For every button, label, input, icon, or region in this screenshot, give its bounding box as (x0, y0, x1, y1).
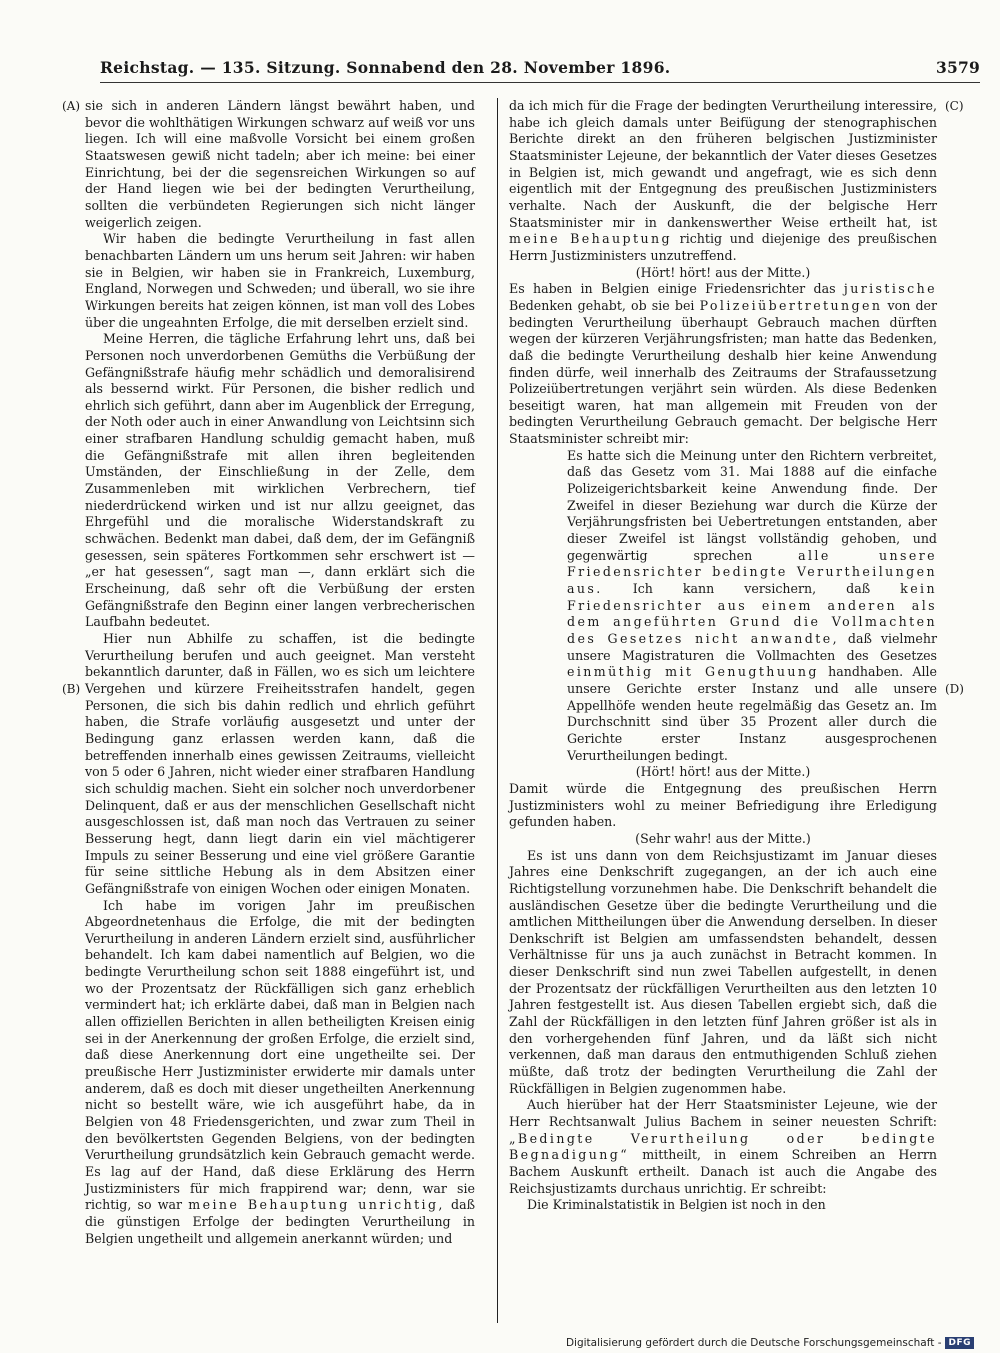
interjection: (Hört! hört! aus der Mitte.) (635, 764, 811, 780)
emphasized-text: meine Behauptung (509, 231, 672, 247)
text-run: Bedenken gehabt, ob sie bei (509, 297, 695, 313)
text-run: Ich habe im vorigen Jahr im preußischen Abgeordnetenhaus die Erfolge, die mit der bedingten Verurtheilung in anderen Ländern erzielt sind, ausführlicher behandelt. Ich kam dabei namentlich auf Belgien, wo die bedingte Verurtheilung schon seit 1888 eingeführt ist, und wo der Prozentsatz der Rückfälligen sich ganz erheblich vermindert hat; ich erklärte dabei, daß man in Belgien nach allen offiziellen Berichten in allen betheiligten Kreisen einig sei in der Anerkennung der großen Erfolge, die erzielt sind, daß diese Anerkennung dort eine ungetheilte sei. Der preußische Herr Justizminister erwiderte mir damals unter anderem, daß es doch mit dieser ungetheilten Anerkennung nicht so bestellt wäre, wie ich ausgeführt habe, da in Belgien von 48 Friedensgerichten, und zwar zum Theil in den bevölkertsten Gegenden Belgiens, von der bedingten Verurtheilung grundsätzlich kein Gebrauch gemacht werde. Es lag auf der Hand, daß diese Erklärung des Herrn Justizministers für mich frappirend war; denn, war sie richtig, so war (85, 897, 475, 1213)
paragraph: Hier nun Abhilfe zu schaffen, ist die bedingte Verurtheilung berufen und auch geeignet. Man versteht bekanntlich darunter, daß in Fällen, wo es sich um leichtere Vergehen und kürzere Freiheitsstrafen handelt, gegen Personen, die sich bis dahin redlich und ehrlich geführt haben, die Strafe vorläufig ausgesetzt und unter der Bedingung ganz erlassen werden kann, daß die betreffenden innerhalb eines gewissen Zeitraums, vielleicht von 5 oder 6 Jahren, nicht wieder einer strafbaren Handlung sich schuldig machen. Sieht ein solcher noch unverdorbener Delinquent, daß er aus der menschlichen Gesellschaft nicht ausgeschlossen ist, daß man noch das Vertrauen zu seiner Besserung hegt, dann liegt darin ein viel mächtigerer Impuls zu seiner Besserung und eine viel größere Garantie für seine sittliche Hebung als in dem Absitzen einer Gefängnißstrafe von einigen Wochen oder einigen Monaten. (85, 631, 475, 896)
text-run: Auch hierüber hat der Herr Staatsminister Lejeune, wie der Herr Rechtsanwalt Julius Bachem in seiner neuesten Schrift: (509, 1097, 937, 1130)
text-run: Es haben in Belgien einige Friedensrichter das (509, 281, 836, 297)
text-run: Ich kann versichern, daß (632, 581, 871, 597)
text-run: da ich mich für die Frage der bedingten Verurtheilung interessire, habe ich gleich damals unter Beifügung der stenographischen Berichte direkt an den früheren belgischen Justizminister Staatsminister Lejeune, der bekanntlich der Vater dieses Gesetzes in Belgien ist, mich gewandt und angefragt, wie es sich denn eigentlich mit der Entgegnung des preußischen Justizministers verhalte. Nach der Auskunft, die der belgische Herr Staatsminister mir in dankenswerther Weise ertheilt hat, ist (509, 98, 937, 230)
interjection: (Sehr wahr! aus der Mitte.) (635, 830, 811, 846)
column-divider (497, 98, 498, 1323)
margin-marker-b: (B) (62, 682, 81, 696)
paragraph: Meine Herren, die tägliche Erfahrung lehrt uns, daß bei Personen noch unverdorbenen Gemüths die Verbüßung der Gefängnißstrafe häufig mehr schädlich und demoralisirend als bessernd wirkt. Für Personen, die bisher redlich und ehrlich sich geführt, dann aber im Augenblick der Erregung, der Noth oder auch in einer Anwandlung von Leichtsinn sich einer strafbaren Handlung schuldig gemacht haben, muß die Gefängnißstrafe mit allen ihren begleitenden Umständen, der Einschließung in der Zelle, dem Zusammenleben mit wirklichen Verbrechern, tief niederdrückend wirken und ist nur allzu geeignet, das Ehrgefühl und die moralische Widerstandskraft zu schwächen. Bedenkt man dabei, daß dem, der im Gefängniß gesessen, sein späteres Fortkommen sehr erschwert ist — „er hat gesessen“, sagt man —, dann erklärt sich die Erscheinung, daß sehr oft die Verbüßung der ersten Gefängnißstrafe den Beginn einer langen verbrecherischen Laufbahn bedeutet. (85, 331, 475, 630)
paragraph (509, 1097, 937, 1197)
text-run: daß vielmehr unsere Magistraturen die Vollmachten des Gesetzes (567, 631, 937, 663)
margin-marker-a: (A) (62, 99, 81, 113)
emphasized-text: meine Behauptung unrichtig, (188, 1197, 445, 1213)
block-quote: Die Kriminalstatistik in Belgien ist noch in den (527, 1197, 826, 1213)
interjection: (Hört! hört! aus der Mitte.) (635, 264, 811, 280)
emphasized-text: „Bedingte Verurtheilung oder bedingte Begnadigung“ (509, 1130, 937, 1163)
paragraph: Damit würde die Entgegnung des preußischen Herrn Justizministers wohl zu meiner Befriedigung ihre Erledigung gefunden haben. (509, 780, 937, 830)
block-quote (567, 448, 937, 764)
paragraph: Wir haben die bedingte Verurtheilung in fast allen benachbarten Ländern um uns herum seit Jahren: wir haben sie in Belgien, wir haben sie in Frankreich, Luxemburg, England, Norwegen und Schweden; und überall, wo sie ihre Wirkungen bereits hat zeigen können, ist man voll des Lobes über die ungeahnten Erfolge, die mit derselben erzielt sind. (85, 231, 476, 330)
digitization-footer (566, 1337, 974, 1349)
margin-marker-d: (D) (945, 682, 964, 696)
page-number: 3579 (936, 58, 980, 77)
right-column (509, 98, 937, 1214)
emphasized-text: einmüthig mit Genugthuung (567, 664, 819, 680)
dfg-logo: DFG (945, 1337, 974, 1349)
text-run: mittheilt, in einem Schreiben an Herrn Bachem Auskunft ertheilt. Danach ist auch die Angabe des Reichsjustizamts durchaus unrichtig. Er schreibt: (509, 1147, 937, 1196)
paragraph (509, 98, 937, 265)
header-rule (100, 82, 980, 83)
text-run: Es hatte sich die Meinung unter den Richtern verbreitet, daß das Gesetz vom 31. Mai 1888 auf die einfache Polizeigerichtsbarkeit keine Anwendung finde. Der Zweifel in dieser Beziehung war durch die Kürze der Verjährungsfristen bei Uebertretungen entstanden, aber dieser Zweifel ist längst vollständig gehoben, und gegenwärtig sprechen (567, 447, 937, 563)
text-run: von der bedingten Verurtheilung überhaupt Gebrauch machen dürften wegen der kürzeren Verjährungsfristen; man hatte das Bedenken, daß die bedingte Verurtheilung deshalb hier keine Anwendung finden dürfe, weil innerhalb des Zeitraums der Strafaussetzung Polizeiübertretungen verjährt sein würden. Als diese Bedenken beseitigt waren, hat man allgemein mit Freuden von der bedingten Verurtheilung Gebrauch gemacht. Der belgische Herr Staatsminister schreibt mir: (509, 297, 937, 447)
text-run: richtig und diejenige des preußischen Herrn Justizministers unzutreffend. (509, 231, 937, 263)
paragraph: Es ist uns dann von dem Reichsjustizamt im Januar dieses Jahres eine Denkschrift zugegangen, an der ich auch eine Richtigstellung vorzunehmen habe. Die Denkschrift behandelt die ausländischen Gesetze über die bedingte Verurtheilung und die amtlichen Mittheilungen über die Anwendung derselben. In dieser Denkschrift ist Belgien am umfassendsten behandelt, dessen Verhältnisse für uns ja auch zunächst in Betracht kommen. In dieser Denkschrift sind nun zwei Tabellen aufgestellt, in denen der Prozentsatz der rückfälligen Verurtheilten aus den letzten 10 Jahren festgestellt ist. Aus diesen Tabellen ergiebt sich, daß die Zahl der Rückfälligen in den letzten fünf Jahren größer ist als in den vorhergehenden fünf Jahren, und da läßt sich nicht verkennen, daß man daraus den entmuthigenden Schluß ziehen müßte, daß trotz der bedingten Verurtheilung die Zahl der Rückfälligen in Belgien zugenommen habe. (509, 847, 937, 1096)
text-run: daß die günstigen Erfolge der bedingten Verurtheilung in Belgien ungetheilt und allgemein anerkannt würden; und (85, 1197, 476, 1246)
footer-text: Digitalisierung gefördert durch die Deutsche Forschungsgemeinschaft - (565, 1337, 942, 1349)
paragraph (509, 281, 937, 448)
emphasized-text: kein Friedensrichter aus einem anderen als dem angeführten Grund die Vollmachten des Gesetzes nicht anwandte, (567, 581, 937, 646)
running-title: Reichstag. — 135. Sitzung. Sonnabend den 28. November 1896. (100, 58, 671, 77)
paragraph (85, 898, 475, 1248)
emphasized-text: juristische (843, 281, 937, 297)
margin-marker-c: (C) (945, 99, 964, 113)
emphasized-text: Polizeiübertretungen (699, 297, 883, 313)
running-header (100, 58, 980, 77)
left-column (85, 98, 475, 1247)
text-run: handhaben. Alle unsere Gerichte erster Instanz und alle unsere Appellhöfe wenden heute regelmäßig das Gesetz an. Im Durchschnitt sind über 35 Prozent aller durch die Gerichte erster Instanz ausgesprochenen Verurtheilungen bedingt. (567, 664, 937, 763)
emphasized-text: alle unsere Friedensrichter bedingte Verurtheilungen aus. (567, 547, 937, 597)
paragraph: sie sich in anderen Ländern längst bewährt haben, und bevor die wohlthätigen Wirkungen schwarz auf weiß vor uns liegen. Ich will eine maßvolle Vorsicht bei einem großen Staatswesen gewiß nicht tadeln; aber ich meine: bei einer Einrichtung, bei der die segensreichen Wirkungen so auf der Hand liegen wie bei der bedingten Verurtheilung, sollten die verbündeten Regierungen sich nicht länger weigerlich zeigen. (85, 98, 475, 230)
